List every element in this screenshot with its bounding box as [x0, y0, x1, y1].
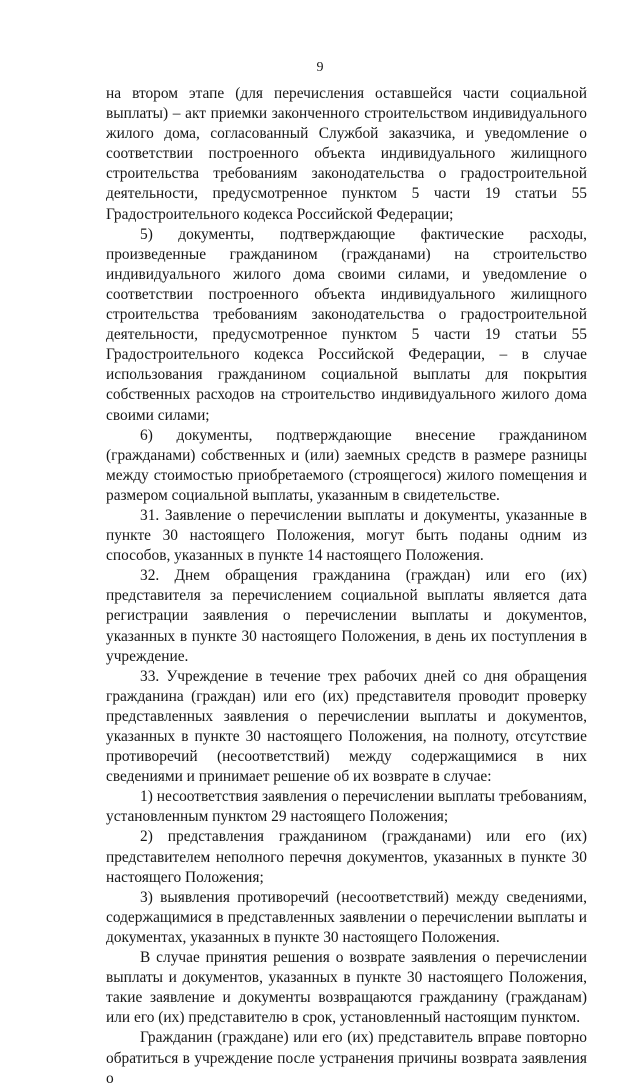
- paragraph-clause-33-item-1: 1) несоответствия заявления о перечислении выплаты требованиям, установленным пунктом 29 настоящего Положения;: [106, 788, 587, 826]
- document-body: [106, 84, 587, 1089]
- paragraph-clause-32: 32. Днем обращения гражданина (граждан) или его (их) представителя за перечислением социальной выплаты является дата регистрации заявления о перечислении выплаты и документов, указанных в пункте 30 настоящего Положения, в день их поступления в учреждение.: [106, 567, 587, 665]
- paragraph-repeat-application: Гражданин (граждане) или его (их) представитель вправе повторно обратиться в учреждение после устранения причины возврата заявления о: [106, 1029, 587, 1087]
- paragraph-item-6: 6) документы, подтверждающие внесение гражданином (гражданами) собственных и (или) заемных средств в размере разницы между стоимостью приобретаемого (строящегося) жилого помещения и размером социальной выплаты, указанным в свидетельстве.: [106, 426, 587, 504]
- page-number: 9: [316, 60, 324, 75]
- paragraph-stage-two-continuation: на втором этапе (для перечисления оставшейся части социальной выплаты) – акт приемки законченного строительством индивидуального жилого дома, согласованный Службой заказчика, и уведомление о соответствии построенного объекта индивидуального жилищного строительства требованиям законодательства о градостроительной деятельности, предусмотренное пунктом 5 части 19 статьи 55 Градостроительного кодекса Российской Федерации;: [106, 85, 587, 223]
- paragraph-clause-33-item-3: 3) выявления противоречий (несоответствий) между сведениями, содержащимися в представленных заявлении о перечислении выплаты и документах, указанных в пункте 30 настоящего Положения.: [106, 888, 587, 946]
- paragraph-clause-31: 31. Заявление о перечислении выплаты и документы, указанные в пункте 30 настоящего Положения, могут быть поданы одним из способов, указанных в пункте 14 настоящего Положения.: [106, 506, 587, 565]
- paragraph-item-5: 5) документы, подтверждающие фактические расходы, произведенные гражданином (гражданами) на строительство индивидуального жилого дома своими силами, и уведомление о соответствии построенного объекта индивидуального жилищного строительства требованиям законодательства о градостроительной деятельности, предусмотренное пунктом 5 части 19 статьи 55 Градостроительного кодекса Российской Федерации, – в случае использования гражданином социальной выплаты для покрытия собственных расходов на строительство индивидуального жилого дома своими силами;: [106, 225, 587, 424]
- paragraph-clause-33: 33. Учреждение в течение трех рабочих дней со дня обращения гражданина (граждан) или его (их) представителя проводит проверку представленных заявления о перечислении выплаты и документов, указанных в пункте 30 настоящего Положения, на полноту, отсутствие противоречий (несоответствий) между содержащимися в них сведениями и принимает решение об их возврате в случае:: [106, 667, 587, 786]
- paragraph-return-decision: В случае принятия решения о возврате заявления о перечислении выплаты и документов, указанных в пункте 30 настоящего Положения, такие заявление и документы возвращаются гражданину (гражданам) или его (их) представителю в срок, установленный настоящим пунктом.: [106, 949, 587, 1027]
- paragraph-clause-33-item-2: 2) представления гражданином (гражданами) или его (их) представителем неполного перечня документов, указанных в пункте 30 настоящего Положения;: [106, 828, 587, 886]
